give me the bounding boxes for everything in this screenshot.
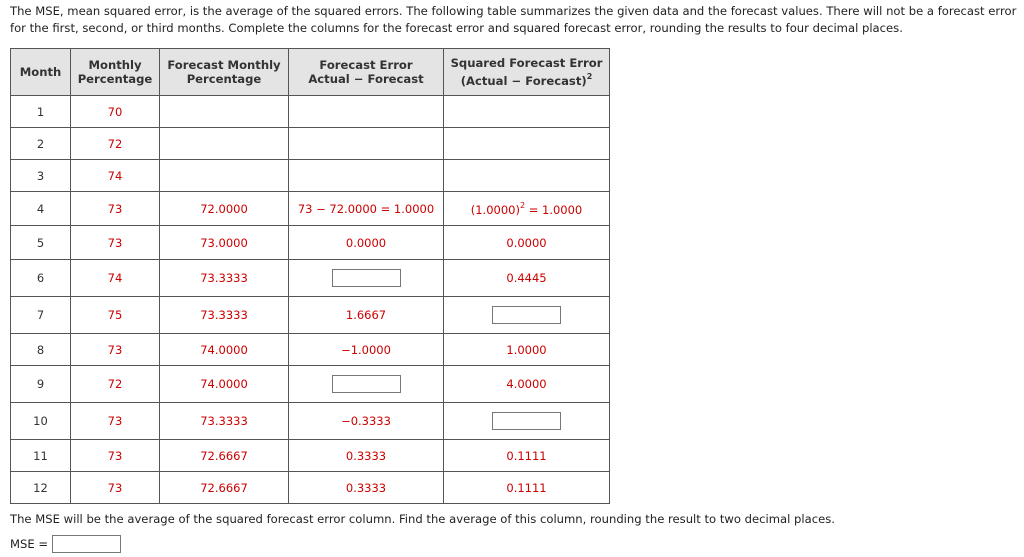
table-row (11, 440, 610, 472)
forecast-cell: 73.3333 (160, 403, 289, 440)
month-cell: 11 (11, 440, 71, 472)
squared-error-input-month-7[interactable] (492, 306, 561, 324)
forecast-cell: 73.3333 (160, 260, 289, 297)
table-row (11, 366, 610, 403)
table-row (11, 334, 610, 366)
error-cell (289, 96, 444, 128)
month-cell: 4 (11, 192, 71, 226)
forecast-cell: 73.3333 (160, 297, 289, 334)
percentage-cell: 73 (71, 192, 160, 226)
forecast-cell: 72.0000 (160, 192, 289, 226)
header-forecast-error: Forecast Error Actual − Forecast (289, 49, 444, 96)
mse-input[interactable] (52, 535, 121, 553)
month-cell: 3 (11, 160, 71, 192)
percentage-cell: 70 (71, 96, 160, 128)
table-row (11, 297, 610, 334)
percentage-cell: 73 (71, 440, 160, 472)
month-cell: 9 (11, 366, 71, 403)
forecast-cell (160, 96, 289, 128)
forecast-cell (160, 128, 289, 160)
error-cell (289, 366, 444, 403)
error-cell (289, 128, 444, 160)
header-monthly-percentage: Monthly Percentage (71, 49, 160, 96)
squared-error-cell (444, 96, 610, 128)
table-row (11, 192, 610, 226)
month-cell: 5 (11, 226, 71, 260)
squared-error-cell (444, 128, 610, 160)
percentage-cell: 74 (71, 160, 160, 192)
header-month: Month (11, 49, 71, 96)
squared-error-cell (444, 403, 610, 440)
month-cell: 12 (11, 472, 71, 504)
table-row (11, 160, 610, 192)
squared-error-cell (444, 297, 610, 334)
month-cell: 7 (11, 297, 71, 334)
squared-error-cell (444, 160, 610, 192)
squared-error-input-month-10[interactable] (492, 412, 561, 430)
month-cell: 2 (11, 128, 71, 160)
mse-row (10, 535, 121, 553)
header-forecast-monthly-percentage: Forecast Monthly Percentage (160, 49, 289, 96)
squared-error-cell: 0.1111 (444, 472, 610, 504)
header-squared-forecast-error: Squared Forecast Error (Actual − Forecast)$^2$ (444, 49, 610, 96)
month-cell: 8 (11, 334, 71, 366)
squared-error-cell: 1.0000 (444, 334, 610, 366)
squared-error-cell: $(1.0000)^2 = 1.0000$ (444, 192, 610, 226)
squared-error-cell: 0.4445 (444, 260, 610, 297)
error-cell: 0.3333 (289, 440, 444, 472)
forecast-cell: 74.0000 (160, 334, 289, 366)
mse-label: MSE = (10, 537, 49, 551)
table-row (11, 96, 610, 128)
error-cell (289, 160, 444, 192)
table-row (11, 226, 610, 260)
forecast-cell: 73.0000 (160, 226, 289, 260)
error-cell: −1.0000 (289, 334, 444, 366)
percentage-cell: 73 (71, 403, 160, 440)
percentage-cell: 75 (71, 297, 160, 334)
squared-error-cell: 4.0000 (444, 366, 610, 403)
error-cell: 1.6667 (289, 297, 444, 334)
forecast-cell: 72.6667 (160, 440, 289, 472)
forecast-cell: 74.0000 (160, 366, 289, 403)
month-cell: 10 (11, 403, 71, 440)
forecast-cell (160, 160, 289, 192)
table-row (11, 260, 610, 297)
table-row (11, 403, 610, 440)
error-cell: 0.0000 (289, 226, 444, 260)
percentage-cell: 73 (71, 334, 160, 366)
error-cell: 0.3333 (289, 472, 444, 504)
squared-error-cell: 0.0000 (444, 226, 610, 260)
error-cell: 73 − 72.0000 = 1.0000 (289, 192, 444, 226)
percentage-cell: 73 (71, 226, 160, 260)
mse-table (10, 48, 610, 504)
error-cell: −0.3333 (289, 403, 444, 440)
squared-error-cell: 0.1111 (444, 440, 610, 472)
forecast-cell: 72.6667 (160, 472, 289, 504)
month-cell: 6 (11, 260, 71, 297)
percentage-cell: 73 (71, 472, 160, 504)
forecast-error-input-month-6[interactable] (332, 269, 401, 287)
table-row (11, 472, 610, 504)
forecast-error-input-month-9[interactable] (332, 375, 401, 393)
intro-text: The MSE, mean squared error, is the average of the squared errors. The following table summarizes the given data and the forecast values. There will not be a forecast error for the first, second, or third months. Complete the columns for the forecast error and squared forecast error, rounding the results to four decimal places. (10, 4, 1017, 35)
percentage-cell: 72 (71, 366, 160, 403)
month-cell: 1 (11, 96, 71, 128)
percentage-cell: 72 (71, 128, 160, 160)
percentage-cell: 74 (71, 260, 160, 297)
error-cell (289, 260, 444, 297)
bottom-instruction: The MSE will be the average of the squared forecast error column. Find the average of this column, rounding the result to two decimal places. (10, 512, 835, 526)
table-row (11, 128, 610, 160)
